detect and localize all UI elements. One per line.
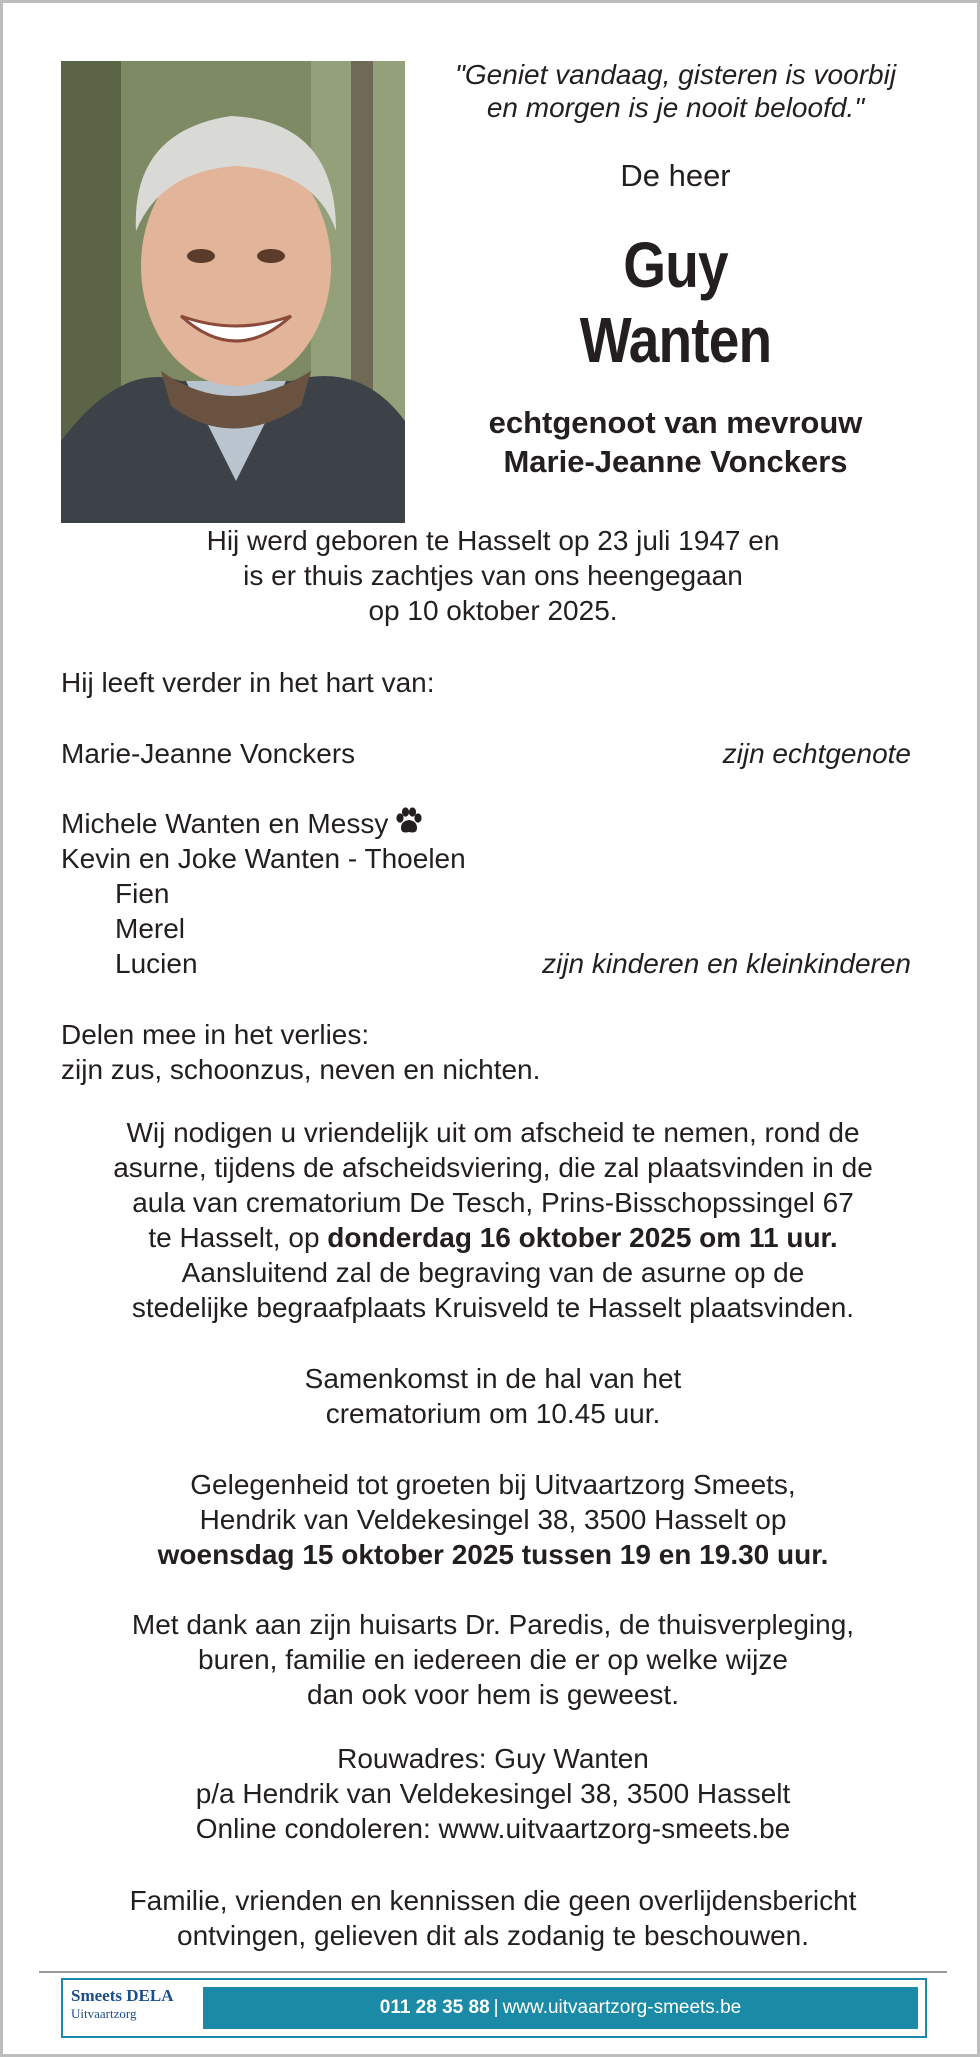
children-role: zijn kinderen en kleinkinderen: [542, 948, 911, 979]
honorific: De heer: [620, 158, 731, 193]
text-line: Hij werd geboren te Hasselt op 23 juli 1947 en: [206, 525, 780, 556]
deceased-name: [458, 228, 892, 378]
text-line: Familie, vrienden en kennissen die geen overlijdensbericht: [129, 1885, 857, 1916]
phone-number: 011 28 35 88: [379, 1997, 490, 2018]
logo-sub: Uitvaartzorg: [71, 2006, 137, 2021]
ceremony-date: donderdag 16 oktober 2025 om 11 uur.: [327, 1222, 838, 1253]
thanks-text: [43, 1607, 943, 1712]
text-line: crematorium om 10.45 uur.: [325, 1398, 661, 1429]
footer-divider: [39, 1971, 947, 1973]
grandchild-line: Fien: [115, 878, 170, 909]
quote: [423, 58, 928, 124]
spouse-of: [423, 403, 928, 481]
gathering-text: [43, 1361, 943, 1431]
contact-bar: [203, 1987, 918, 2029]
mourning-address: [43, 1741, 943, 1846]
text-line: Gelegenheid tot groeten bij Uitvaartzorg Smeets,: [190, 1469, 796, 1500]
spouse-line: Marie-Jeanne Vonckers: [503, 444, 848, 479]
text-line: Wij nodigen u vriendelijk uit om afscheid te nemen, rond de: [126, 1117, 860, 1148]
text-line: Hendrik van Veldekesingel 38, 3500 Hasselt op: [199, 1504, 787, 1535]
quote-line: en morgen is je nooit beloofd.": [486, 92, 865, 123]
survivors-intro: Hij leeft verder in het hart van:: [61, 667, 435, 698]
quote-line: "Geniet vandaag, gisteren is voorbij: [454, 59, 897, 90]
paw-print-icon: [394, 807, 424, 843]
text-line: Aansluitend zal de begraving van de asurne op de: [181, 1257, 805, 1288]
text-line: Rouwadres: Guy Wanten: [337, 1743, 649, 1774]
last-name: Wanten: [579, 304, 772, 376]
logo-main: Smeets DELA: [71, 1986, 174, 2005]
spouse-name: Marie-Jeanne Vonckers: [61, 738, 356, 769]
separator: |: [493, 1997, 499, 2018]
website-link[interactable]: www.uitvaartzorg-smeets.be: [502, 1997, 742, 2018]
text-line: ontvingen, gelieven dit als zodanig te beschouwen.: [177, 1920, 809, 1951]
text-line: Samenkomst in de hal van het: [304, 1363, 682, 1394]
first-name: Guy: [623, 229, 728, 301]
share-line: zijn zus, schoonzus, neven en nichten.: [61, 1054, 541, 1085]
text-segment: te Hasselt, op: [148, 1222, 328, 1253]
birth-death-text: [61, 523, 925, 628]
text-line: Online condoleren: www.uitvaartzorg-smeets.be: [195, 1813, 791, 1844]
text-line: dan ook voor hem is geweest.: [307, 1679, 679, 1710]
spouse-role: zijn echtgenote: [722, 738, 911, 769]
text-line: p/a Hendrik van Veldekesingel 38, 3500 Hasselt: [195, 1778, 791, 1809]
spouse-line: echtgenoot van mevrouw: [488, 405, 863, 440]
notice-text: [43, 1883, 943, 1953]
text-line: aula van crematorium De Tesch, Prins-Bisschopssingel 67: [132, 1187, 854, 1218]
visitation-date: woensdag 15 oktober 2025 tussen 19 en 19.30 uur.: [157, 1539, 829, 1570]
text-line: [43, 1220, 943, 1255]
ceremony-text: [43, 1115, 943, 1325]
text-line: asurne, tijdens de afscheidsviering, die zal plaatsvinden in de: [113, 1152, 873, 1183]
portrait-photo: [61, 61, 405, 523]
grandchild-line: Merel: [115, 913, 186, 944]
child-name: Michele Wanten en Messy: [61, 808, 389, 839]
grandchild-line: Lucien: [115, 948, 198, 979]
text-line: op 10 oktober 2025.: [368, 595, 618, 626]
text-line: stedelijke begraafplaats Kruisveld te Hasselt plaatsvinden.: [131, 1292, 855, 1323]
text-line: Met dank aan zijn huisarts Dr. Paredis, de thuisverpleging,: [131, 1609, 855, 1640]
funeral-home-footer: [61, 1978, 927, 2038]
text-line: buren, familie en iedereen die er op welke wijze: [198, 1644, 788, 1675]
child-line: Kevin en Joke Wanten - Thoelen: [61, 843, 466, 874]
child-line: [61, 806, 424, 843]
text-line: is er thuis zachtjes van ons heengegaan: [243, 560, 743, 591]
share-line: Delen mee in het verlies:: [61, 1019, 370, 1050]
funeral-home-logo: [71, 1986, 201, 2022]
visitation-text: [43, 1467, 943, 1572]
